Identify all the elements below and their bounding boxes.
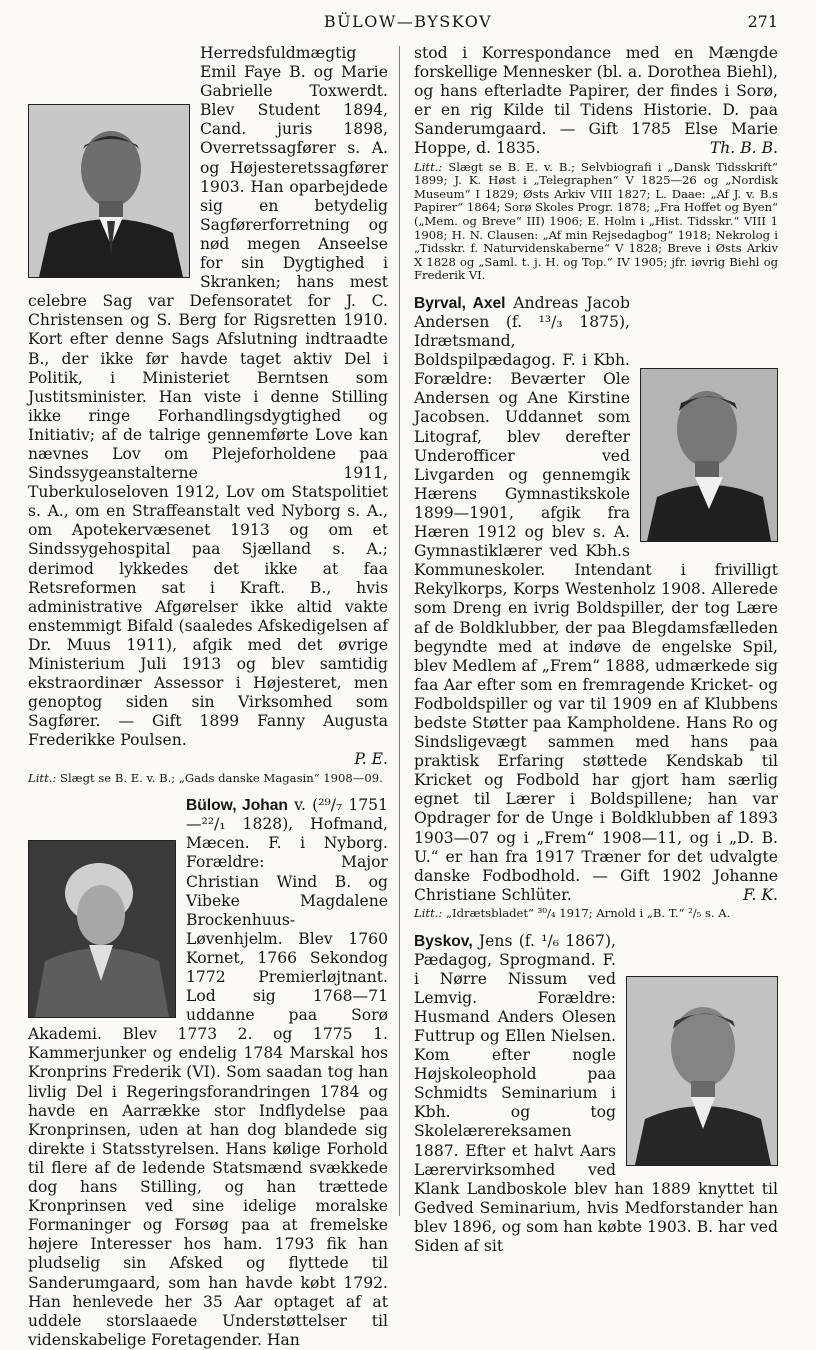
signature: Th. B. B.	[709, 139, 778, 158]
signature: P. E.	[354, 750, 388, 769]
page-number: 271	[747, 12, 778, 31]
entry-name: Byrval, Axel	[414, 294, 506, 312]
literature-note	[414, 161, 778, 283]
entry-bulow-continued	[28, 44, 388, 785]
entry-body: Jens (f. ¹/₆ 1867), Pædagog, Sprogmand. F. i Nørre Nissum ved Lemvig. Forældre: Husmand Anders Olesen Futtrup og Ellen Nielsen. Kom efter nogle Højskoleophold paa Schmidts Seminarium i Kbh. og tog Skolelærereksamen 1887. Efter et halvt Aars Lærervirksomhed ved Klank Landboskole blev han 1889 knyttet til Gedved Seminarium, hvis Medforstander han blev 1896, og som han købte 1903. B. har ved Siden af sit	[414, 931, 778, 1255]
entry-bulow-johan-continued	[414, 44, 778, 283]
literature-note	[414, 907, 778, 921]
entry-bulow-johan	[28, 796, 388, 1350]
entry-body: v. (²⁹/₇ 1751—²²/₁ 1828), Hofmand, Mæcen. F. i Nyborg. Forældre: Major Christian Wind B. og Vibeke Magdalene Brockenhuus-Løvenhjelm. Blev 1760 Kornet, 1766 Sekondog 1772 Premierløjtnant. Lod sig 1768—71 uddanne paa Sorø Akademi. Blev 1773 2. og 1775 1. Kammerjunker og endelig 1784 Marskal hos Kronprins Frederik (VI). Som saadan tog han livlig Del i Regeringsforandringen 1784 og havde en Aarrække stor Indflydelse paa Kronprinsen, uden at han dog blandede sig direkte i Statsstyrelsen. Hans kølige Forhold til flere af de ledende Statsmænd svækkede dog hans Stilling, og han trættede Kronprinsen ved sine idelige moralske Formaninger og Forsøg paa at fremelske højere Interesser hos ham. 1793 fik han pludselig sin Afsked og flyttede til Sanderumgaard, som han havde købt 1792. Han henlevede her 35 Aar optaget af at uddele storslaaede Understøttelser til videnskabelige Foretagender. Han	[28, 796, 389, 1349]
portrait-painting-bulow-johan	[28, 840, 176, 1018]
lit-label: Litt.:	[28, 770, 57, 785]
entry-bulow-text: Herredsfuldmægtig Emil Faye B. og Marie Gabrielle Toxwerdt. Blev Student 1894, Cand. juris 1898, Overretssagfører s. A. og Højesteretssagfører 1903. Han oparbejdede sig en betydelig Sagførerforretning og nød megen Anseelse for sin Dygtighed i Skranken; hans mest celebre Sag var Defensoratet for J. C. Christensen og S. Berg for Rigsretten 1910. Kort efter denne Sags Afslutning indtraadte B., der ikke før havde taget aktiv Del i Politik, i Ministeriet Berntsen som Justitsminister. Han viste i denne Stilling ikke ringe Forhandlingsdygtighed og Initiativ; af de talrige gennemførte Love kan nævnes Lov om Plejeforholdene paa Sindssygeanstalterne 1911, Tuberkuloseloven 1912, Lov om Statspolitiet s. A., om en Straffeanstalt ved Nyborg s. A., om Apotekervæsenet 1913 og om et Sindssygehospital paa Sjælland s. A.; derimod lykkedes det ikke at faa Retsreformen sat i Kraft. B., hvis administrative Afgørelser ikke altid vakte enstemmigt Bifald (saaledes Afskedigelsen af Dr. Muus 1911), afgik med det øvrige Ministerium Juli 1913 og blev samtidig ekstraordinær Assessor i Højesteret, men genoptog siden sin Virksomhed som Sagfører. — Gift 1899 Fanny Augusta Frederikke Poulsen.	[28, 44, 388, 750]
lit-text: Slægt se B. E. v. B.; Selvbiografi i „Dansk Tidsskrift“ 1899; J. K. Høst i „Telegraphen“ V 1825—26 og „Nordisk Museum“ I 1829; Østs Arkiv VIII 1827; L. Daae: „Af J. v. B.s Papirer“ 1864; Sorø Skoles Progr. 1878; „Fra Hoffet og Byen“ („Mem. og Breve“ III) 1906; E. Holm i „Hist. Tidsskr.“ VIII 1 1908; H. N. Clausen: „Af min Rejsedagbog“ 1918; Nekrolog i „Tidsskr. f. Naturvidenskaberne“ V 1828; Breve i Østs Arkiv X 1828 og „Saml. t. j. H. og Top.“ IV 1905; jfr. iøvrig Biehl og Frederik VI.	[414, 159, 778, 283]
entry-name: Byskov,	[414, 932, 473, 950]
portrait-photo-byskov	[626, 976, 778, 1166]
literature-note	[28, 772, 388, 786]
entry-text	[414, 44, 778, 159]
entry-body: stod i Korrespondance med en Mængde forskellige Mennesker (bl. a. Dorothea Biehl), og hans efterladte Papirer, der findes i Sorø, er en rig Kilde til Tidens Historie. D. paa Sanderumgaard. — Gift 1785 Else Marie Hoppe, d. 1835.	[414, 44, 778, 158]
signature: F. K.	[743, 885, 778, 904]
page-header	[0, 10, 816, 36]
lit-text: „Idrætsbladet“ ³⁰/₄ 1917; Arnold i „B. T.“ ²/₅ s. A.	[446, 905, 731, 920]
entry-body: Andreas Jacob Andersen (f. ¹³/₃ 1875), Idrætsmand, Boldspilpædagog. F. i Kbh. Forældre: Beværter Ole Andersen og Ane Kirstine Jacobsen. Uddannet som Litograf, blev derefter Underofficer ved Livgarden og gennemgik Hærens Gymnastikskole 1899—1901, afgik fra Hæren 1912 og blev s. A. Gymnastiklærer ved Kbh.s Kommuneskoler. Intendant i frivilligt Rekylkorps, Korps Westenholz 1908. Allerede som Dreng en ivrig Boldspiller, der tog Lære af de Boldklubber, der paa Blegdamsfælleden begyndte med at indøve de engelske Spil, blev Medlem af „Frem“ 1888, udmærkede sig faa Aar efter som en fremragende Kricket- og Fodboldspiller og var til 1909 en af Klubbens bedste Støtter paa Kampholdene. Hans Ro og Sindsligevægt sammen med hans paa praktisk Erfaring støttede Kendskab til Kricket og Fodbold har gjort ham særlig egnet til Lærer i Boldspillene; han var Opdrager for de Unge i Boldklubben af 1893 1903—07 og i „Frem“ 1908—11, og i „D. B. U.“ er han fra 1917 Træner for det udvalgte danske Fodbodhold. — Gift 1902 Johanne Christiane Schlüter.	[414, 293, 778, 904]
signature-line	[28, 750, 388, 769]
lit-label: Litt.:	[414, 905, 443, 920]
lit-text: Slægt se B. E. v. B.; „Gads danske Magasin“ 1908—09.	[60, 770, 383, 785]
entry-name: Bülow, Johan	[186, 797, 288, 815]
right-column	[414, 44, 778, 1256]
left-column	[28, 44, 388, 1350]
column-divider	[399, 46, 400, 1216]
portrait-photo-byrval	[640, 368, 778, 542]
running-title: BÜLOW—BYSKOV	[323, 12, 493, 31]
entry-byskov-jens	[414, 932, 778, 1257]
portrait-photo-bulow	[28, 104, 190, 278]
entry-byrval-axel	[414, 294, 778, 921]
lit-label: Litt.:	[414, 159, 443, 174]
